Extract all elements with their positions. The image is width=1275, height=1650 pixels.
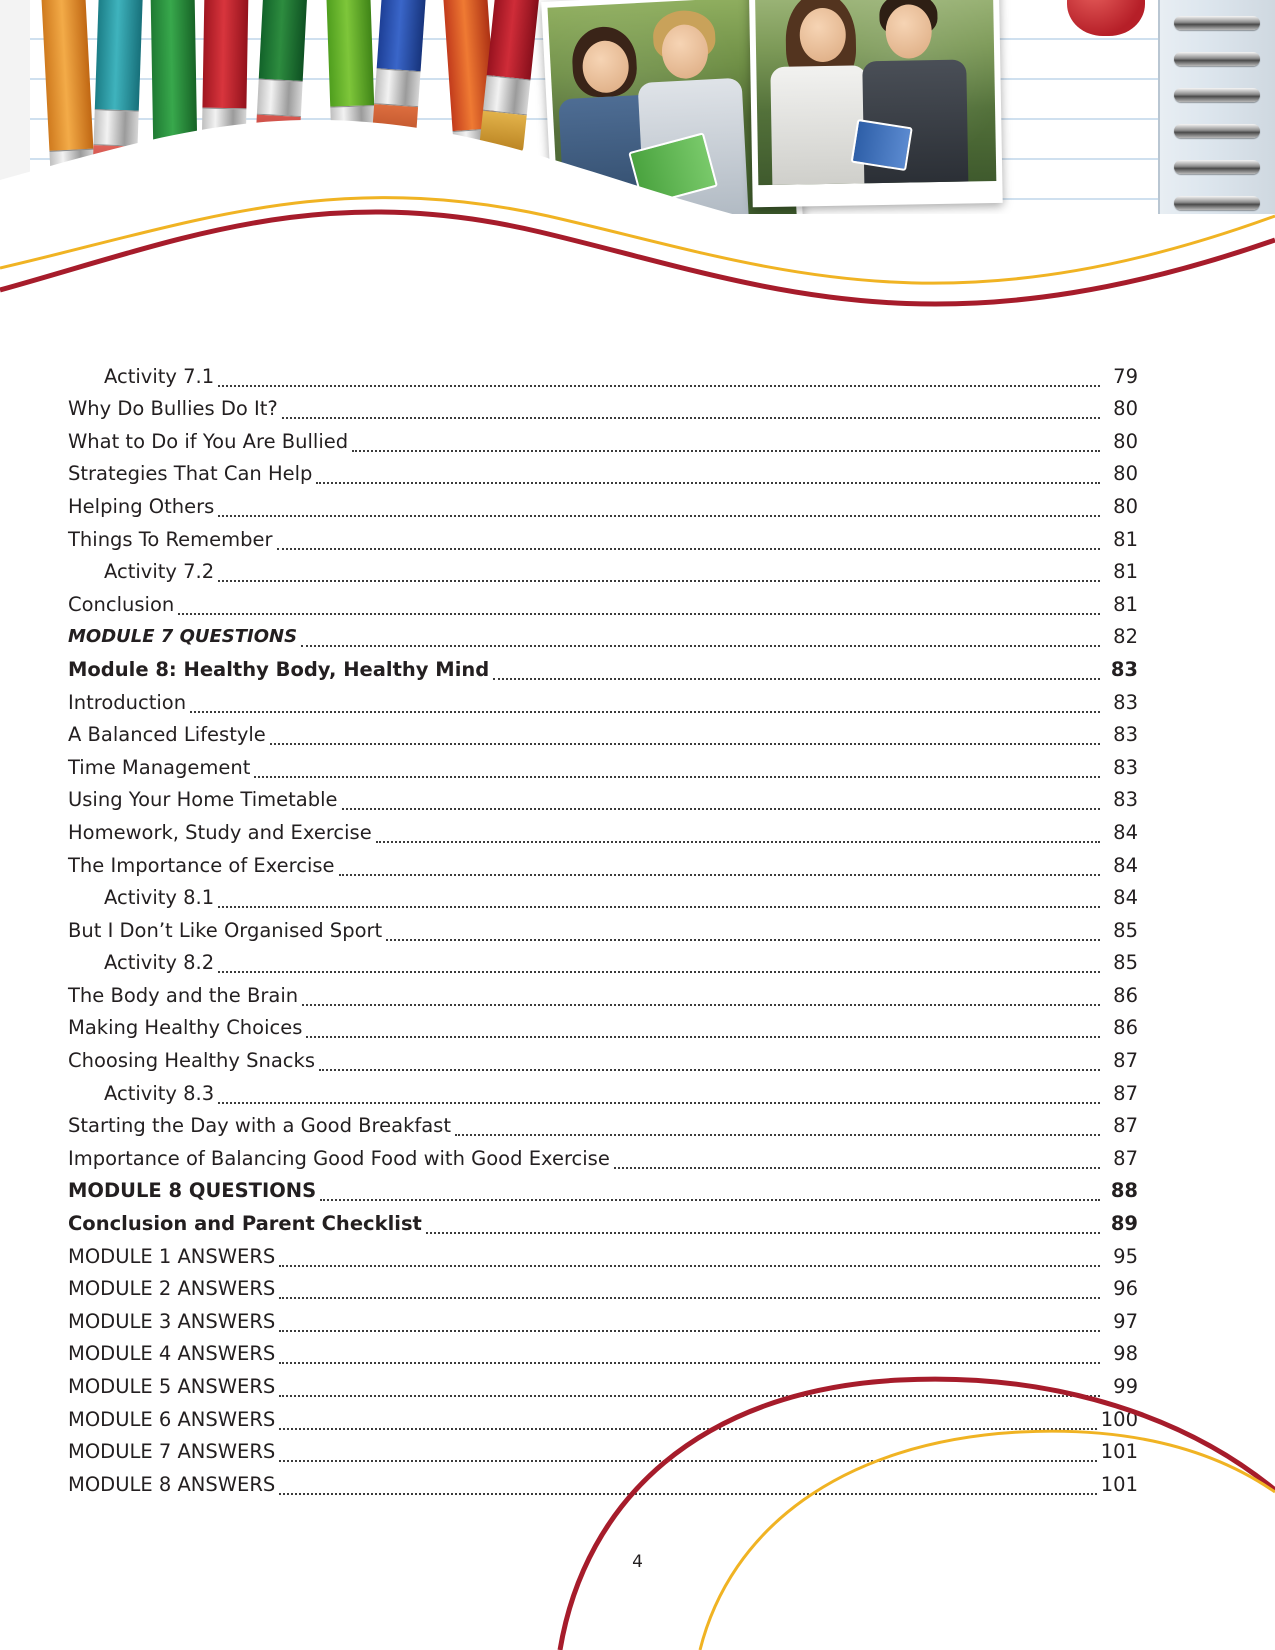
toc-entry-page-number: 86: [1113, 1016, 1138, 1040]
toc-entry-page-number: 85: [1113, 918, 1138, 942]
toc-leader-dots: [306, 1035, 1100, 1038]
toc-entry[interactable]: [68, 425, 1138, 458]
toc-entry[interactable]: [68, 882, 1138, 915]
toc-leader-dots: [279, 1492, 1096, 1495]
toc-entry[interactable]: [68, 686, 1138, 719]
toc-entry-label: MODULE 5 ANSWERS: [68, 1375, 276, 1398]
toc-entry-label: MODULE 2 ANSWERS: [68, 1277, 276, 1301]
toc-leader-dots: [352, 449, 1100, 452]
toc-entry[interactable]: [68, 1273, 1138, 1306]
toc-entry-page-number: 84: [1113, 820, 1138, 844]
toc-leader-dots: [376, 840, 1100, 843]
toc-entry[interactable]: [68, 784, 1138, 817]
toc-leader-dots: [178, 612, 1100, 615]
toc-entry-page-number: 83: [1113, 723, 1138, 747]
toc-entry[interactable]: [68, 979, 1138, 1012]
toc-entry-page-number: 95: [1113, 1244, 1138, 1268]
toc-entry[interactable]: [68, 1468, 1138, 1501]
toc-entry-page-number: 80: [1113, 397, 1138, 421]
toc-entry[interactable]: [68, 360, 1138, 393]
table-of-contents: [68, 360, 1138, 1501]
toc-entry-page-number: 97: [1113, 1309, 1138, 1333]
toc-entry-label: Using Your Home Timetable: [68, 788, 338, 812]
header-artwork: [0, 0, 1275, 330]
toc-entry-page-number: 88: [1110, 1179, 1138, 1203]
header-swoosh-decoration: [0, 120, 1275, 330]
toc-leader-dots: [218, 905, 1100, 908]
toc-entry-label: Activity 8.3: [104, 1081, 215, 1105]
toc-leader-dots: [190, 710, 1100, 713]
toc-entry-label: Making Healthy Choices: [68, 1016, 303, 1040]
toc-leader-dots: [282, 416, 1100, 419]
toc-entry[interactable]: [68, 1110, 1138, 1143]
toc-entry-page-number: 79: [1113, 364, 1138, 388]
toc-leader-dots: [301, 644, 1100, 647]
toc-entry-label: Activity 8.1: [104, 886, 215, 910]
toc-entry-page-number: 99: [1113, 1375, 1138, 1398]
toc-entry-label: MODULE 8 QUESTIONS: [68, 1179, 317, 1203]
toc-entry-label: Activity 8.2: [104, 951, 215, 975]
toc-entry-label: Activity 7.2: [104, 560, 215, 584]
toc-entry-label: Activity 7.1: [104, 364, 215, 388]
toc-entry-label: What to Do if You Are Bullied: [68, 429, 349, 453]
toc-entry[interactable]: [68, 523, 1138, 556]
toc-entry-page-number: 83: [1110, 657, 1138, 681]
toc-entry-label: Homework, Study and Exercise: [68, 820, 372, 844]
toc-leader-dots: [455, 1133, 1100, 1136]
toc-entry-label: MODULE 8 ANSWERS: [68, 1472, 276, 1496]
toc-entry-label: Helping Others: [68, 494, 215, 518]
toc-entry[interactable]: [68, 621, 1138, 654]
toc-entry[interactable]: [68, 1338, 1138, 1371]
toc-entry[interactable]: [68, 653, 1138, 686]
toc-leader-dots: [319, 1068, 1100, 1071]
toc-entry[interactable]: [68, 588, 1138, 621]
toc-entry-page-number: 81: [1113, 527, 1138, 551]
toc-entry-page-number: 80: [1113, 462, 1138, 486]
toc-entry-page-number: 83: [1113, 788, 1138, 812]
toc-leader-dots: [339, 873, 1100, 876]
toc-entry-page-number: 80: [1113, 429, 1138, 453]
toc-entry-page-number: 81: [1113, 592, 1138, 616]
toc-leader-dots: [493, 677, 1100, 680]
toc-entry-page-number: 101: [1100, 1472, 1138, 1496]
toc-entry-page-number: 98: [1113, 1342, 1138, 1366]
toc-entry-label: MODULE 3 ANSWERS: [68, 1309, 276, 1333]
toc-entry-page-number: 84: [1113, 853, 1138, 877]
toc-leader-dots: [279, 1361, 1100, 1364]
toc-entry-label: MODULE 7 ANSWERS: [68, 1440, 276, 1464]
toc-entry[interactable]: [68, 1175, 1138, 1208]
toc-entry-label: Module 8: Healthy Body, Healthy Mind: [68, 657, 490, 681]
toc-leader-dots: [218, 384, 1100, 387]
toc-entry-label: MODULE 4 ANSWERS: [68, 1342, 276, 1366]
toc-leader-dots: [279, 1427, 1096, 1430]
toc-leader-dots: [218, 970, 1100, 973]
toc-entry-page-number: 87: [1113, 1146, 1138, 1170]
toc-entry[interactable]: [68, 1305, 1138, 1338]
toc-entry-page-number: 85: [1113, 951, 1138, 975]
toc-entry[interactable]: [68, 816, 1138, 849]
toc-entry[interactable]: [68, 1240, 1138, 1273]
toc-entry-page-number: 80: [1113, 494, 1138, 518]
toc-leader-dots: [426, 1231, 1100, 1234]
toc-entry-label: MODULE 1 ANSWERS: [68, 1244, 276, 1268]
toc-entry-label: The Importance of Exercise: [68, 853, 335, 877]
toc-entry[interactable]: [68, 849, 1138, 882]
toc-entry-page-number: 96: [1113, 1277, 1138, 1301]
toc-entry-label: MODULE 6 ANSWERS: [68, 1407, 276, 1431]
toc-entry[interactable]: [68, 1012, 1138, 1045]
toc-entry[interactable]: [68, 947, 1138, 980]
toc-entry[interactable]: [68, 1142, 1138, 1175]
toc-entry-page-number: 86: [1113, 983, 1138, 1007]
toc-leader-dots: [277, 547, 1100, 550]
toc-leader-dots: [279, 1329, 1100, 1332]
toc-entry-page-number: 83: [1113, 690, 1138, 714]
toc-entry-label: Things To Remember: [68, 527, 273, 551]
toc-entry[interactable]: [68, 1207, 1138, 1240]
toc-entry[interactable]: [68, 490, 1138, 523]
toc-leader-dots: [279, 1296, 1100, 1299]
toc-entry-page-number: 101: [1100, 1440, 1138, 1464]
toc-entry[interactable]: [68, 1077, 1138, 1110]
toc-entry-label: The Body and the Brain: [68, 983, 299, 1007]
toc-entry-page-number: 87: [1113, 1049, 1138, 1073]
toc-entry[interactable]: [68, 914, 1138, 947]
toc-entry-label: Conclusion: [68, 592, 175, 616]
toc-entry-page-number: 84: [1113, 886, 1138, 910]
toc-entry-page-number: 83: [1113, 755, 1138, 779]
toc-leader-dots: [279, 1264, 1100, 1267]
toc-leader-dots: [386, 938, 1100, 941]
toc-entry-label: Strategies That Can Help: [68, 462, 313, 486]
toc-leader-dots: [320, 1198, 1100, 1201]
toc-leader-dots: [279, 1459, 1096, 1462]
toc-entry-page-number: 87: [1113, 1114, 1138, 1138]
toc-entry-page-number: 81: [1113, 560, 1138, 584]
toc-leader-dots: [614, 1166, 1100, 1169]
toc-entry-label: A Balanced Lifestyle: [68, 723, 266, 747]
toc-leader-dots: [218, 579, 1100, 582]
page-number: 4: [632, 1552, 643, 1572]
toc-entry[interactable]: [68, 719, 1138, 752]
toc-entry[interactable]: [68, 393, 1138, 426]
toc-leader-dots: [342, 807, 1100, 810]
toc-leader-dots: [279, 1394, 1100, 1397]
toc-entry[interactable]: [68, 458, 1138, 491]
toc-entry[interactable]: [68, 1370, 1138, 1403]
toc-entry[interactable]: [68, 1044, 1138, 1077]
toc-leader-dots: [302, 1003, 1100, 1006]
toc-entry-label: Starting the Day with a Good Breakfast: [68, 1114, 451, 1138]
toc-entry-page-number: 100: [1100, 1407, 1138, 1431]
toc-entry-page-number: 87: [1113, 1081, 1138, 1105]
toc-entry-label: MODULE 7 QUESTIONS: [68, 626, 298, 648]
toc-entry-label: Time Management: [68, 755, 251, 779]
toc-entry-label: Conclusion and Parent Checklist: [68, 1212, 422, 1236]
toc-entry-label: Choosing Healthy Snacks: [68, 1049, 315, 1073]
toc-entry[interactable]: [68, 1436, 1138, 1469]
toc-entry-label: Why Do Bullies Do It?: [68, 397, 278, 421]
toc-entry-page-number: 89: [1110, 1212, 1138, 1236]
toc-leader-dots: [254, 775, 1100, 778]
toc-leader-dots: [316, 481, 1100, 484]
toc-entry-label: Introduction: [68, 690, 187, 714]
toc-entry-page-number: 82: [1113, 625, 1138, 649]
toc-leader-dots: [270, 742, 1100, 745]
toc-leader-dots: [218, 1101, 1100, 1104]
toc-entry-label: Importance of Balancing Good Food with Good Exercise: [68, 1146, 610, 1170]
toc-entry-label: But I Don’t Like Organised Sport: [68, 918, 383, 942]
toc-entry[interactable]: [68, 1403, 1138, 1436]
toc-leader-dots: [218, 514, 1100, 517]
toc-entry[interactable]: [68, 751, 1138, 784]
toc-entry[interactable]: [68, 556, 1138, 589]
